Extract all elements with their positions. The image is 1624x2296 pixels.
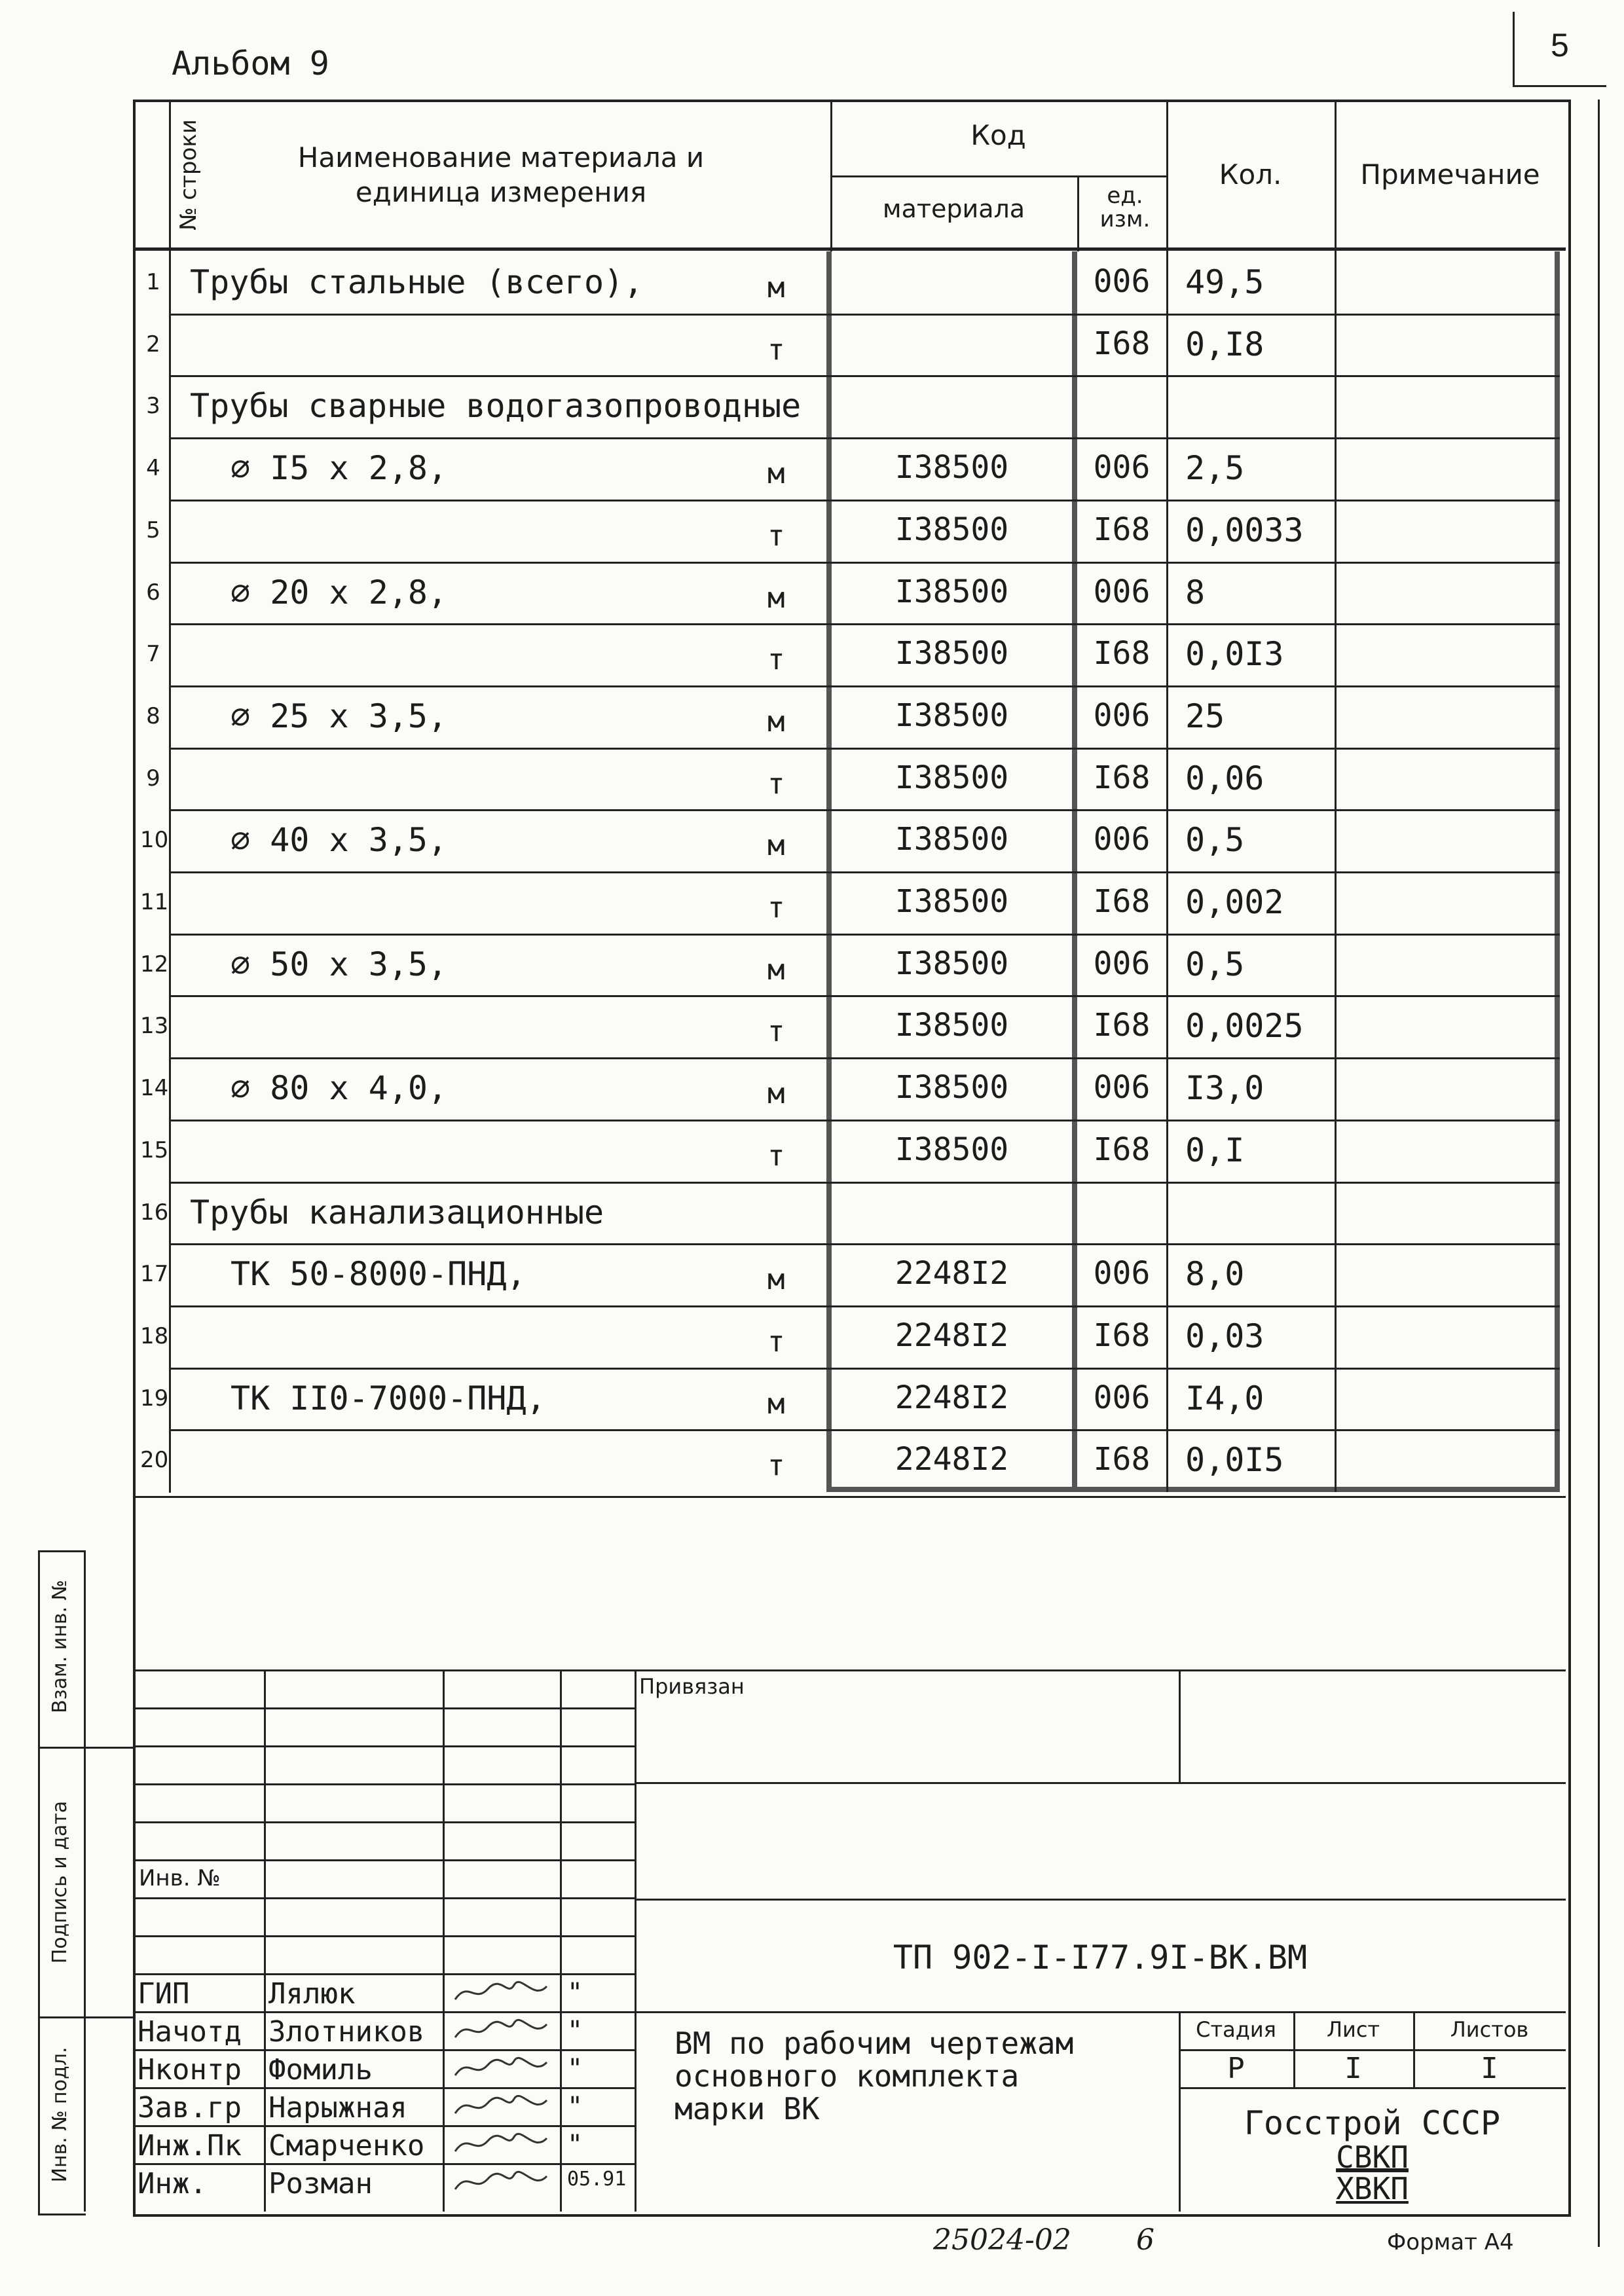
material-name: Трубы стальные (всего),: [190, 263, 644, 301]
stamp-row-d: [133, 1821, 635, 1823]
row-number: 6: [146, 579, 160, 606]
signer-name: Розман: [268, 2167, 373, 2200]
material-unit: т: [767, 643, 785, 676]
stamp-right-split: [1179, 1669, 1181, 1783]
unit-code: 006: [1093, 821, 1151, 858]
header-row-no: № строки: [175, 119, 202, 230]
row-number: 17: [140, 1261, 169, 1287]
quantity: 8,0: [1185, 1255, 1245, 1293]
row-number: 16: [140, 1199, 169, 1226]
stamp-row-a: [133, 1707, 635, 1709]
rowno-col-line: [169, 100, 171, 1493]
header-note: Примечание: [1360, 158, 1540, 191]
material-unit: м: [767, 457, 785, 490]
unit-col-line: [1077, 175, 1079, 251]
doc-title-line-1: ВМ по рабочим чертежам: [674, 2026, 1074, 2061]
material-name: ⌀ I5 x 2,8,: [231, 449, 448, 487]
material-code: I38500: [895, 1131, 1009, 1168]
stamp-col-2: [443, 1669, 445, 2212]
unit-code: I68: [1093, 883, 1151, 920]
row-number: 11: [140, 889, 169, 915]
material-code: 2248I2: [895, 1379, 1009, 1416]
row-number: 3: [146, 393, 160, 419]
row-divider: [169, 871, 1560, 873]
material-name: ⌀ 80 x 4,0,: [231, 1069, 448, 1107]
material-unit: т: [767, 1015, 785, 1048]
header-name: Наименование материала и единица измерения: [297, 141, 705, 208]
material-unit: т: [767, 519, 785, 553]
signer-date: 05.91: [567, 2168, 627, 2191]
quantity: 25: [1185, 697, 1225, 735]
unit-code: 006: [1093, 1255, 1151, 1292]
material-code: I38500: [895, 759, 1009, 796]
signer-role: ГИП: [138, 1977, 190, 2011]
org-line-2: СВКП: [1336, 2140, 1409, 2175]
frame-right-line: [1598, 100, 1600, 2247]
material-code: I38500: [895, 883, 1009, 920]
material-code: I38500: [895, 1007, 1009, 1044]
signature-scribble: [452, 2129, 550, 2159]
material-code: I38500: [895, 574, 1009, 610]
material-unit: т: [767, 333, 785, 367]
doc-title-line-2: основного комплекта: [674, 2058, 1020, 2094]
material-unit: т: [767, 1325, 785, 1358]
stamp-top-line: [133, 1669, 1566, 1671]
side-split-1: [38, 1747, 133, 1749]
signer-role: Начотд: [138, 2015, 242, 2049]
side-inv-podl: Инв. № подл.: [48, 2047, 71, 2183]
stamp-row-f: [133, 1897, 635, 1899]
quantity: I4,0: [1185, 1379, 1264, 1417]
row-number: 20: [140, 1447, 169, 1473]
stamp-row-l: [133, 2125, 635, 2127]
material-unit: м: [767, 581, 785, 615]
signer-name: Смарченко: [268, 2129, 425, 2162]
signer-role: Нконтр: [138, 2053, 242, 2086]
stamp-col-3: [560, 1669, 562, 2212]
material-unit: т: [767, 1449, 785, 1482]
stamp-col-1: [264, 1669, 266, 2212]
material-unit: м: [767, 1077, 785, 1110]
signer-date: ": [567, 2092, 583, 2122]
album-label: Альбом 9: [172, 45, 329, 82]
row-divider: [169, 685, 1560, 687]
sheets-value: I: [1481, 2052, 1498, 2085]
side-podpis: Подпись и дата: [48, 1800, 71, 1964]
row-number: 13: [140, 1013, 169, 1039]
signer-role: Инж.Пк: [138, 2129, 242, 2162]
unit-code: 006: [1093, 449, 1151, 486]
stamp-line-1: [635, 1782, 1566, 1784]
quantity: 0,0025: [1185, 1007, 1304, 1045]
signer-name: Нарыжная: [268, 2091, 407, 2124]
side-vzam: Взам. инв. №: [48, 1580, 71, 1713]
doc-code: ТП 902-I-I77.9I-ВК.ВМ: [893, 1939, 1308, 1977]
material-code: 2248I2: [895, 1441, 1009, 1478]
org-line-3: ХВКП: [1336, 2171, 1409, 2206]
stamp-row-g: [133, 1935, 635, 1937]
row-number: 1: [146, 269, 160, 295]
unit-code: 006: [1093, 945, 1151, 982]
stamp-line-3: [635, 2011, 1566, 2013]
row-divider: [169, 500, 1560, 501]
unit-code: 006: [1093, 263, 1151, 300]
row-number: 10: [140, 827, 169, 853]
row-number: 5: [146, 517, 160, 543]
signature-scribble: [452, 2091, 550, 2121]
unit-code: I68: [1093, 635, 1151, 672]
sheet-label: Лист: [1326, 2017, 1380, 2042]
privyazan-label: Привязан: [639, 1674, 745, 1699]
signer-name: Лялюк: [268, 1977, 356, 2011]
unit-code: I68: [1093, 1131, 1151, 1168]
quantity: 0,I8: [1185, 325, 1264, 363]
unit-code: I68: [1093, 1441, 1151, 1478]
header-code-unit: ед. изм.: [1099, 183, 1151, 232]
format-label: Формат А4: [1387, 2229, 1514, 2255]
material-name: ТК 50-8000-ПНД,: [231, 1255, 526, 1293]
material-unit: т: [767, 767, 785, 801]
stamp-row-c: [133, 1783, 635, 1785]
stage-label: Стадия: [1196, 2017, 1276, 2042]
page-number: 5: [1551, 27, 1569, 64]
quantity: 0,0I5: [1185, 1441, 1284, 1479]
stamp-org-line: [1179, 2087, 1566, 2089]
header-qty: Кол.: [1219, 158, 1282, 191]
row-number: 8: [146, 703, 160, 729]
material-unit: м: [767, 705, 785, 738]
quantity: I3,0: [1185, 1069, 1264, 1107]
material-code: I38500: [895, 697, 1009, 734]
unit-code: 006: [1093, 697, 1151, 734]
quantity: 0,5: [1185, 821, 1245, 859]
row-divider: [169, 623, 1560, 625]
sheets-label: Листов: [1450, 2017, 1529, 2042]
inv-no-label: Инв. №: [139, 1865, 221, 1891]
stamp-row-b: [133, 1745, 635, 1747]
signer-date: ": [567, 1978, 583, 2008]
row-divider: [169, 1429, 1560, 1431]
row-divider: [169, 375, 1560, 377]
material-unit: м: [767, 1387, 785, 1421]
row-divider: [169, 562, 1560, 564]
table-end-line: [133, 1496, 1566, 1498]
org-line-1: Госстрой СССР: [1244, 2104, 1501, 2142]
material-name: ТК II0-7000-ПНД,: [231, 1379, 546, 1417]
stamp-row-h: [133, 1973, 635, 1975]
header-code-material: материала: [882, 194, 1025, 223]
material-unit: м: [767, 1263, 785, 1296]
unit-code: I68: [1093, 325, 1151, 362]
row-divider: [169, 1368, 1560, 1370]
material-unit: м: [767, 953, 785, 987]
code-subheader-line: [830, 175, 1166, 177]
row-divider: [169, 934, 1560, 936]
material-code: I38500: [895, 635, 1009, 672]
row-number: 4: [146, 455, 160, 481]
unit-code: I68: [1093, 759, 1151, 796]
material-unit: м: [767, 829, 785, 862]
row-number: 19: [140, 1385, 169, 1412]
side-strip-inner: [84, 1550, 86, 2212]
material-name: ⌀ 50 x 3,5,: [231, 945, 448, 983]
material-code: I38500: [895, 449, 1009, 486]
material-unit: т: [767, 1139, 785, 1173]
material-name: Трубы сварные водогазопроводные: [190, 387, 802, 425]
handwritten-six: 6: [1136, 2223, 1154, 2257]
row-divider: [169, 1305, 1560, 1307]
row-divider: [169, 809, 1560, 811]
row-divider: [169, 314, 1560, 316]
row-divider: [169, 1057, 1560, 1059]
quantity: 0,06: [1185, 759, 1264, 797]
quantity: 0,I: [1185, 1131, 1245, 1169]
row-number: 18: [140, 1323, 169, 1349]
signer-date: ": [567, 2130, 583, 2160]
material-code: I38500: [895, 821, 1009, 858]
quantity: 0,0I3: [1185, 635, 1284, 673]
row-number: 15: [140, 1137, 169, 1163]
row-divider: [169, 437, 1560, 439]
stamp-row-k: [133, 2087, 635, 2089]
signer-name: Злотников: [268, 2015, 425, 2049]
row-divider: [169, 1120, 1560, 1121]
unit-code: I68: [1093, 1317, 1151, 1354]
signer-role: Зав.гр: [138, 2091, 242, 2124]
row-number: 9: [146, 765, 160, 792]
unit-code: 006: [1093, 1379, 1151, 1416]
material-code: I38500: [895, 1069, 1009, 1106]
unit-code: I68: [1093, 1007, 1151, 1044]
row-divider: [169, 995, 1560, 997]
row-divider: [169, 1243, 1560, 1245]
signature-scribble: [452, 2053, 550, 2083]
material-name: ⌀ 25 x 3,5,: [231, 697, 448, 735]
unit-code: I68: [1093, 511, 1151, 548]
signature-scribble: [452, 1977, 550, 2007]
stamp-stage-line: [1179, 2049, 1566, 2051]
row-divider: [169, 748, 1560, 750]
material-unit: м: [767, 271, 785, 304]
quantity: 49,5: [1185, 263, 1264, 301]
header-code: Код: [970, 119, 1026, 151]
sheet-value: I: [1344, 2052, 1362, 2085]
quantity: 0,03: [1185, 1317, 1264, 1355]
unit-code: 006: [1093, 1069, 1151, 1106]
row-number: 2: [146, 331, 160, 357]
row-number: 14: [140, 1075, 169, 1101]
quantity: 8: [1185, 574, 1206, 611]
quantity: 0,002: [1185, 883, 1284, 921]
signature-scribble: [452, 2167, 550, 2197]
row-divider: [169, 1182, 1560, 1184]
material-code: I38500: [895, 511, 1009, 548]
material-code: 2248I2: [895, 1255, 1009, 1292]
handwritten-number: 25024-02: [933, 2223, 1071, 2257]
stamp-row-i: [133, 2011, 635, 2013]
material-name: ⌀ 20 x 2,8,: [231, 574, 448, 611]
signature-scribble: [452, 2015, 550, 2045]
quantity: 2,5: [1185, 449, 1245, 487]
row-number: 12: [140, 951, 169, 977]
signer-date: ": [567, 2054, 583, 2084]
header-bottom-line: [133, 247, 1566, 251]
stage-value: Р: [1227, 2052, 1245, 2085]
stamp-row-e: [133, 1859, 635, 1861]
stamp-line-2: [635, 1899, 1566, 1901]
quantity: 0,0033: [1185, 511, 1304, 549]
quantity: 0,5: [1185, 945, 1245, 983]
material-code: I38500: [895, 945, 1009, 982]
doc-title-line-3: марки ВК: [674, 2091, 820, 2126]
stamp-col-4: [635, 1669, 637, 2212]
material-unit: т: [767, 891, 785, 924]
signer-name: Фомиль: [268, 2053, 373, 2086]
material-name: Трубы канализационные: [190, 1194, 604, 1231]
unit-code: 006: [1093, 574, 1151, 610]
material-name: ⌀ 40 x 3,5,: [231, 821, 448, 859]
stamp-row-m: [133, 2163, 635, 2165]
material-code: 2248I2: [895, 1317, 1009, 1354]
signer-role: Инж.: [138, 2167, 207, 2200]
signer-date: ": [567, 2016, 583, 2046]
row-number: 7: [146, 641, 160, 667]
stamp-row-j: [133, 2049, 635, 2051]
